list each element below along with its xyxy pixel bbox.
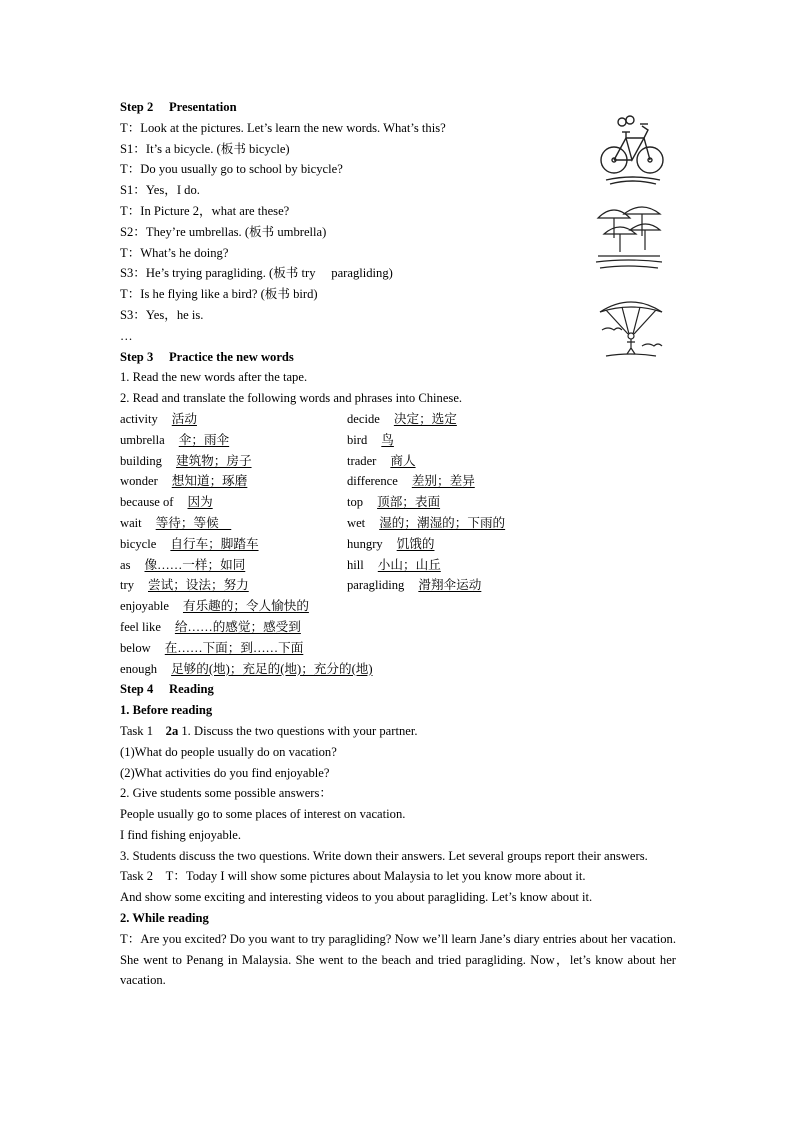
- vocab-entry: [120, 575, 347, 596]
- vocab-word: as: [120, 557, 131, 572]
- vocab-row: [120, 617, 680, 638]
- vocab-meaning: 鸟: [381, 432, 394, 447]
- vocab-row: [120, 471, 680, 492]
- step3-title: Step 3 Practice the new words: [120, 349, 294, 364]
- vocab-word: trader: [347, 453, 377, 468]
- vocab-entry: [120, 409, 347, 430]
- vocab-row: [120, 555, 680, 576]
- vocab-single-list: [120, 596, 680, 679]
- task2-line: Task 2 T：Today I will show some pictures about Malaysia to let you know more about it.: [120, 869, 586, 884]
- vocab-meaning: 决定；选定: [393, 411, 457, 426]
- vocab-entry: [347, 430, 647, 451]
- task1-label: Task 1: [120, 723, 166, 738]
- vocab-meaning: 滑翔伞运动: [418, 578, 482, 593]
- vocab-meaning: 给……的感觉；感受到: [174, 619, 301, 634]
- dialogue-line: T：Do you usually go to school by bicycle?: [120, 162, 343, 177]
- task1-text: 1. Discuss the two questions with your partner.: [178, 723, 418, 738]
- while-reading-heading: 2. While reading: [120, 911, 209, 926]
- vocab-word: bird: [347, 432, 368, 447]
- vocab-meaning: 饥饿的: [396, 536, 435, 551]
- vocab-entry: [120, 513, 347, 534]
- vocab-word: wet: [347, 515, 366, 530]
- reading-line: People usually go to some places of interest on vacation.: [120, 807, 406, 822]
- vocab-word: feel like: [120, 619, 161, 634]
- vocab-entry: [347, 513, 647, 534]
- vocab-entry: [120, 617, 301, 638]
- vocab-meaning: 建筑物；房子: [175, 453, 252, 468]
- vocab-meaning: 有乐趣的；令人愉快的: [182, 599, 309, 614]
- while-reading-paragraph: T：Are you excited? Do you want to try paragliding? Now we’ll learn Jane’s diary entries about her vacation. She went to Penang in Malaysia. She went to the beach and tried paragliding. Now，let’s know about her vacation.: [120, 931, 676, 988]
- vocab-entry: [120, 471, 347, 492]
- vocab-row: [120, 409, 680, 430]
- vocab-row: [120, 638, 680, 659]
- task2-line-2: And show some exciting and interesting videos to you about paragliding. Let’s know about it.: [120, 890, 593, 905]
- vocab-entry: [120, 555, 347, 576]
- paraglider-icon: [596, 290, 666, 362]
- dialogue-line: S2：They’re umbrellas. (板书 umbrella): [120, 224, 327, 239]
- vocab-row: [120, 575, 680, 596]
- vocab-row: [120, 659, 680, 680]
- discussion-paragraph: 3. Students discuss the two questions. Write down their answers. Let several groups report their answers.: [120, 848, 648, 863]
- vocab-word: enough: [120, 661, 158, 676]
- vocab-meaning: 顶部；表面: [377, 495, 441, 510]
- dialogue-line: T：What’s he doing?: [120, 245, 229, 260]
- vocab-row: [120, 513, 680, 534]
- bicycle-icon: [598, 108, 666, 186]
- vocab-word: hungry: [347, 536, 383, 551]
- vocab-entry: [347, 409, 647, 430]
- dialogue-ellipsis: …: [120, 328, 133, 343]
- umbrellas-icon: [594, 200, 664, 274]
- vocab-word: wonder: [120, 474, 158, 489]
- reading-line: 2. Give students some possible answers：: [120, 786, 332, 801]
- vocab-meaning: 自行车；脚踏车: [170, 536, 259, 551]
- dialogue-line: T：Is he flying like a bird? (板书 bird): [120, 287, 318, 302]
- vocab-entry: [347, 555, 647, 576]
- reading-line: (1)What do people usually do on vacation?: [120, 744, 337, 759]
- vocab-row: [120, 430, 680, 451]
- dialogue-line: T：In Picture 2，what are these?: [120, 203, 290, 218]
- vocab-meaning: 像……一样；如同: [144, 557, 246, 572]
- vocab-meaning: 商人: [390, 453, 416, 468]
- vocab-entry: [120, 492, 347, 513]
- vocab-row: [120, 596, 680, 617]
- vocab-meaning: 活动: [171, 411, 197, 426]
- vocab-meaning: 伞；雨伞: [178, 432, 230, 447]
- dialogue-line: S3：He’s trying paragliding. (板书 try paragliding): [120, 266, 393, 281]
- vocab-meaning: 在……下面；到……下面: [164, 640, 304, 655]
- dialogue-line: S1：It’s a bicycle. (板书 bicycle): [120, 141, 290, 156]
- vocab-row: [120, 492, 680, 513]
- vocab-entry: [347, 471, 647, 492]
- vocab-entry: [347, 451, 647, 472]
- vocab-meaning: 小山；山丘: [377, 557, 441, 572]
- vocab-entry: [120, 638, 303, 659]
- vocab-word: building: [120, 453, 162, 468]
- reading-line: I find fishing enjoyable.: [120, 827, 242, 842]
- vocab-entry: [120, 430, 347, 451]
- instruction-line: 2. Read and translate the following words and phrases into Chinese.: [120, 391, 463, 406]
- vocab-word: umbrella: [120, 432, 165, 447]
- vocab-entry: [120, 534, 347, 555]
- vocab-meaning: 足够的(地)；充足的(地)；充分的(地): [171, 661, 373, 676]
- vocab-word: decide: [347, 411, 380, 426]
- dialogue-line: S1：Yes，I do.: [120, 183, 200, 198]
- vocab-word: hill: [347, 557, 364, 572]
- task1-line: [120, 721, 680, 742]
- step2-title: Step 2 Presentation: [120, 100, 237, 114]
- vocab-meaning: 差别；差异: [411, 474, 475, 489]
- vocab-meaning: 尝试；设法；努力: [148, 578, 249, 593]
- vocab-word: difference: [347, 474, 398, 489]
- vocab-entry: [120, 596, 309, 617]
- vocab-meaning: 想知道；琢磨: [171, 474, 248, 489]
- dialogue-line: T：Look at the pictures. Let’s learn the new words. What’s this?: [120, 120, 446, 135]
- vocab-entry: [347, 492, 647, 513]
- vocab-word: wait: [120, 515, 142, 530]
- vocab-row: [120, 534, 680, 555]
- vocab-meaning: 等待；等候: [155, 515, 232, 530]
- vocab-word: because of: [120, 495, 174, 510]
- vocab-word: bicycle: [120, 536, 157, 551]
- vocab-row: [120, 451, 680, 472]
- vocab-word: paragliding: [347, 578, 405, 593]
- before-reading-heading: 1. Before reading: [120, 703, 213, 718]
- vocab-word: enjoyable: [120, 599, 169, 614]
- step4-title: Step 4 Reading: [120, 682, 214, 697]
- vocab-meaning: 因为: [187, 495, 213, 510]
- dialogue-line: S3：Yes，he is.: [120, 307, 204, 322]
- vocab-entry: [120, 659, 373, 680]
- vocab-entry: [347, 534, 647, 555]
- vocab-word: below: [120, 640, 151, 655]
- vocab-word: top: [347, 495, 364, 510]
- vocab-word: activity: [120, 411, 158, 426]
- vocab-entry: [347, 575, 647, 596]
- vocab-table: [120, 409, 680, 596]
- reading-line: (2)What activities do you find enjoyable?: [120, 765, 330, 780]
- vocab-entry: [120, 451, 347, 472]
- instruction-line: 1. Read the new words after the tape.: [120, 370, 308, 385]
- vocab-word: try: [120, 578, 134, 593]
- task1-code: 2a: [165, 723, 179, 738]
- vocab-meaning: 湿的；潮湿的；下雨的: [379, 515, 506, 530]
